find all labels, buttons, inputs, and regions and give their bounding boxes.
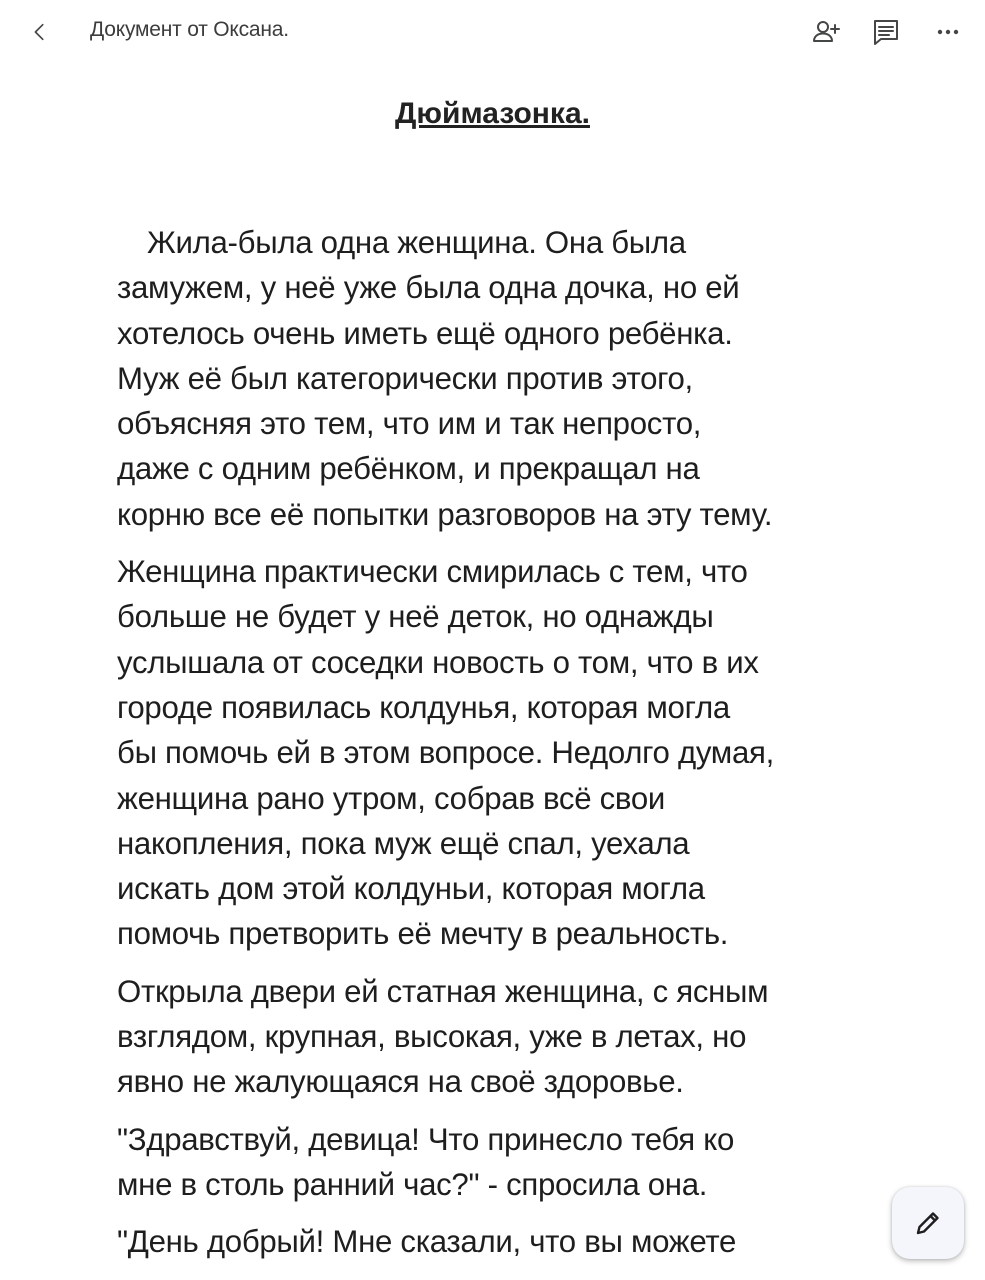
document-heading: Дюймазонка.: [395, 97, 590, 130]
paragraph-2: Женщина практически смирилась с тем, что больше не будет у неё деток, но однажды услышала от соседки новость о том, что в их городе появилась колдунья, которая могла бы помочь ей в этом вопросе. Недолго думая, женщина рано утром, собрав всё свои накопления, пока муж ещё спал, уехала искать дом этой колдуньи, которая могла помочь претворить её мечту в реальность.: [117, 554, 774, 952]
chevron-left-icon: [29, 21, 51, 43]
pencil-edit-icon: [911, 1206, 945, 1240]
paragraph-5: "День добрый! Мне сказали, что вы можете: [117, 1224, 737, 1260]
back-button[interactable]: [22, 14, 58, 50]
more-horizontal-icon: [935, 19, 961, 45]
document-title: Документ от Оксана.: [90, 18, 289, 41]
top-app-bar: [0, 0, 985, 64]
share-button[interactable]: [806, 12, 846, 52]
edit-fab-button[interactable]: [892, 1187, 964, 1259]
comment-icon: [871, 17, 901, 47]
document-body[interactable]: [0, 64, 985, 1280]
paragraph-4: "Здравствуй, девица! Что принесло тебя ко мне в столь ранний час?" - спросила она.: [117, 1121, 734, 1202]
comments-button[interactable]: [866, 12, 906, 52]
paragraph-3: Открыла двери ей статная женщина, с ясным взглядом, крупная, высокая, уже в летах, но явно не жалующаяся на своё здоровье.: [117, 973, 769, 1100]
paragraph-1: Жила-была одна женщина. Она была замужем, у неё уже была одна дочка, но ей хотелось очень иметь ещё одного ребёнка. Муж её был категорически против этого, объясняя это тем, что им и так непросто, даже с одним ребёнком, и прекращал на корню все её попытки разговоров на эту тему.: [117, 225, 773, 532]
more-options-button[interactable]: [928, 12, 968, 52]
person-add-icon: [810, 16, 842, 48]
document-text: [117, 220, 877, 1277]
